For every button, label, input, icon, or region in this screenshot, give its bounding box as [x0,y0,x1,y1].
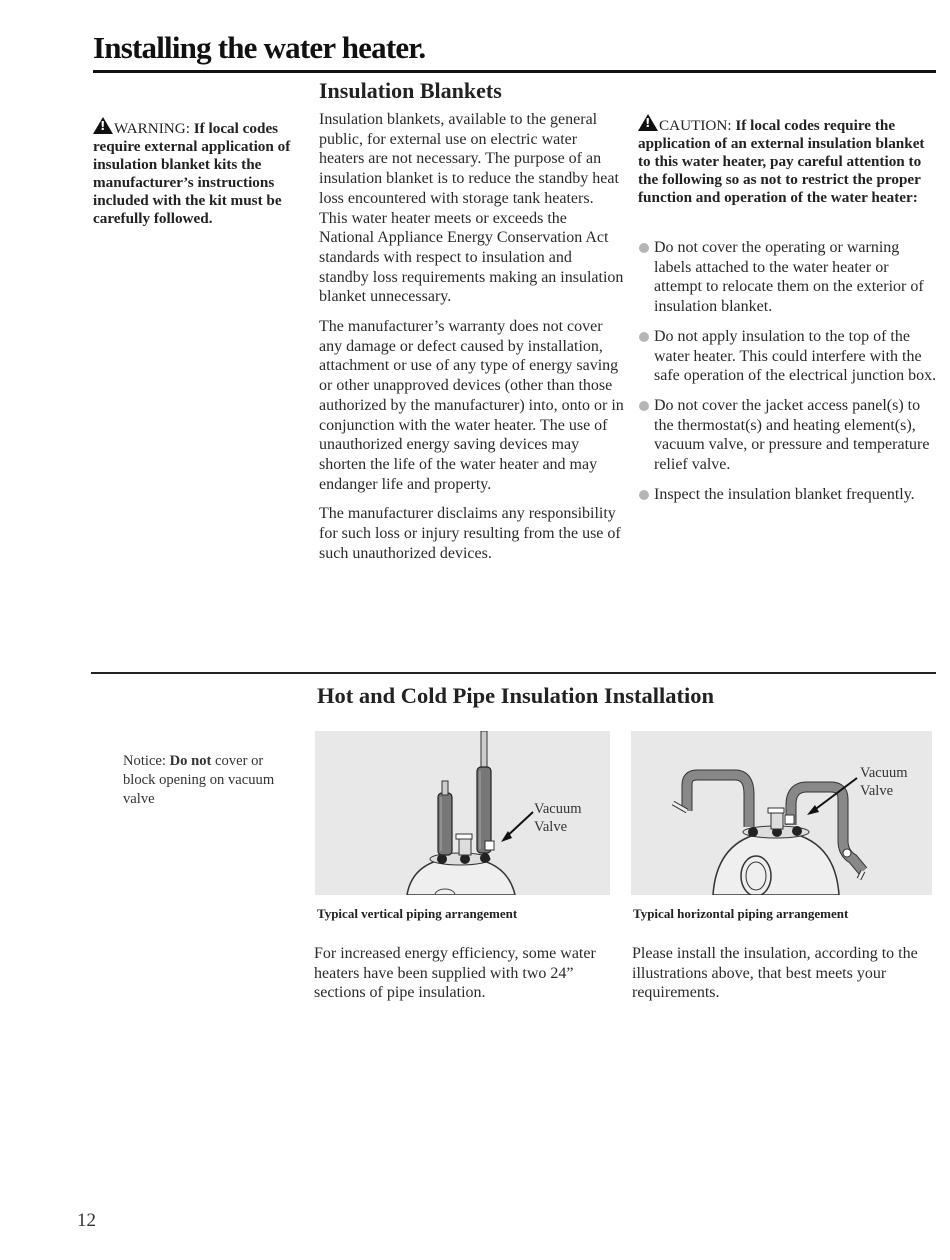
warning-label: WARNING: [114,120,190,137]
horizontal-piping-illustration [631,731,932,895]
caution-bullet: Inspect the insulation blanket frequently. [638,485,938,505]
page-title: Installing the water heater. [93,30,426,65]
pipe-insulation-paragraph: For increased energy efficiency, some water heaters have been supplied with two 24” sections of pipe insulation. [314,945,596,1002]
insulation-paragraph: The manufacturer disclaims any responsibility for such loss or injury resulting from the use of such unauthorized devices. [319,505,621,562]
notice-text: cover or block opening on vacuum valve [123,753,275,807]
caution-text: If local codes require the application of an external insulation blanket to this water heater, pay careful attention to the following so as not to restrict the proper function and operation of the water heater: [638,117,925,206]
horizontal-piping-caption: Typical horizontal piping arrangement [633,906,849,921]
notice-emphasis: Do not [169,753,212,769]
vertical-piping-caption: Typical vertical piping arrangement [317,906,518,921]
caution-notice [638,114,938,207]
title-rule [93,70,936,73]
caution-bullet: Do not cover the operating or warning labels attached to the water heater or attempt to relocate them on the exterior of insulation blanket. [638,238,938,317]
notice-prefix: Notice: [123,753,170,769]
page-number: 12 [77,1210,96,1231]
caution-bullet-list [638,238,938,514]
vacuum-valve-callout: Vacuum Valve [860,765,908,799]
caution-label: CAUTION: [659,117,732,134]
caution-bullet: Do not apply insulation to the top of the water heater. This could interfere with the safe operation of the electrical junction box. [638,327,938,386]
vacuum-valve-callout: Vacuum Valve [534,801,582,835]
insulation-blankets-body [319,110,624,573]
caution-bullet: Do not cover the jacket access panel(s) to the thermostat(s) and heating element(s), vacuum valve, or pressure and temperature relief valve. [638,396,938,475]
horizontal-piping-drawing [631,731,932,895]
warning-notice [93,117,308,228]
warning-text: If local codes require external application of insulation blanket kits the manufacturer’s instructions included with the kit must be carefully followed. [93,120,291,227]
insulation-blankets-heading: Insulation Blankets [319,78,502,103]
pipe-insulation-heading: Hot and Cold Pipe Insulation Installation [317,683,714,708]
insulation-paragraph: Insulation blankets, available to the general public, for external use on electric water heaters are not necessary. The purpose of an insulation blanket is to reduce the standby heat loss encountered with storage tank heaters. This water heater meets or exceeds the National Appliance Energy Conservation Act standards with respect to insulation and standby loss requirements making an insulation blanket unnecessary. [319,111,624,306]
vacuum-valve-notice [123,752,298,809]
warning-triangle-icon [638,114,658,131]
section-divider [91,672,936,674]
warning-triangle-icon [93,117,113,134]
pipe-insulation-paragraph: Please install the insulation, according to the illustrations above, that best meets your requirements. [632,945,918,1002]
insulation-paragraph: The manufacturer’s warranty does not cover any damage or defect caused by installation, attachment or use of any type of energy saving or other unapproved devices (other than those authorized by the manufacturer) into, onto or in conjunction with the water heater. The use of unauthorized energy saving devices may shorten the life of the water heater and may endanger life and property. [319,318,624,493]
vertical-piping-illustration [315,731,610,895]
